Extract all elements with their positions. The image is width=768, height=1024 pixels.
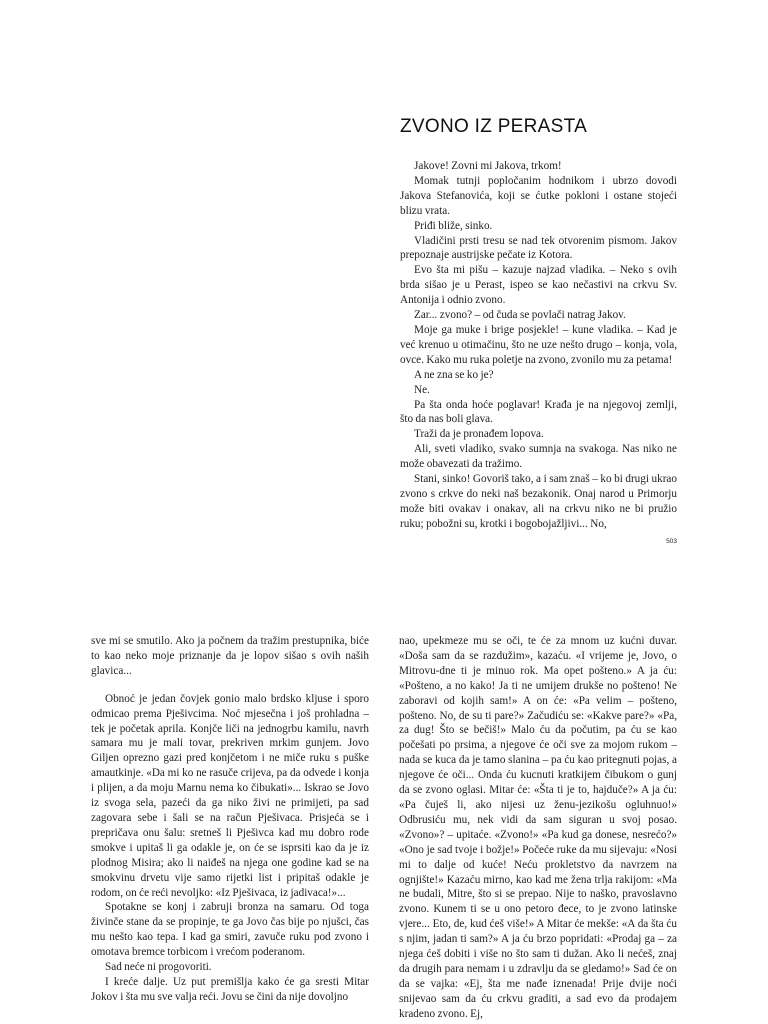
paragraph: Jakove! Zovni mi Jakova, trkom! — [414, 160, 562, 172]
paragraph: Sad neće ni progovoriti. — [105, 961, 212, 974]
right-text-column — [399, 634, 677, 1022]
story-title: ZVONO IZ PERASTA — [400, 116, 588, 137]
page-number: 503 — [666, 538, 677, 545]
paragraph: I kreće dalje. Uz put premišlja kako će ga sresti Mitar Jokov i šta mu sve valja reći. Jovu se čini da nije dovoljno — [91, 975, 369, 1003]
paragraph: Zar... zvono? – od čuda se povlači natrag Jakov. — [414, 309, 626, 322]
paragraph: Ali, sveti vladiko, svako sumnja na svakoga. Nas niko ne može obavezati da tražimo. — [400, 443, 677, 471]
paragraph: nao, upekmeze mu se oči, te će za mnom uz kućni duvar. «Doša sam da se razdužim», kazaću. «I vrijeme je, Jovo, o Mitrovu-dne ti je minuo rok. Ma opet pošteno.» A ja ću: «Pošteno, a no kako! Ja ti ne umijem drukše no pošteno! Ne zaboravi od kojih sam!» A on će: «Pa velim – pošteno, pošteno. No, de su ti pare?» Začudiću se: «Kakve pare?» «Pa, za dug! Što se bečiš!» Malo ću da počutim, pa ću se kao počešati po prsima, a njegove će oči sve za mojom rukom – nada se kuca da je tamo slanina – pa ću kao pritegnuti pojas, a njegove će oči... Onda ću kucnuti kratkijem čibukom o gunj da se zvono oglasi. Mitar će: «Šta ti je to, hajduče?» A ja ću: «Pa čuješ li, ako nijesi uz ženu-jezikošu ogluhnuo!» Odbrusiću mu, nek vidi da sam siguran u svoj posao. «Zvono»? – upitaće. «Zvono!» «Pa kud ga donese, nesrećo?» «Ono je sad tvoje i božje!» Počeće ruke da mu sijevaju: «Nosi mi to dalje od kuće! Neću prokletstvo da navrzem na ognjište!» Kazaću mirno, kao kad me žena trlja rakijom: «Ma ne budali, Mitre, što si se prepao. Nije to naško, pravoslavno zvono. Kunem ti se u ono petoro đece, to je zvono latinske vjere... Eto, de, kud ćeš više!» A Mitar će mekše: «A da šta ću s njim, jadan ti sam?» A ja ću brzo popridati: «Prodaj ga – za njega ćeš dobiti i više no što sam ti dužan. Ako li nećeš, znaj da drugih para nemam i u zdravlju da se gledamo!» Sad će on da se vajka: «Ej, šta me nađe iznenada! Prije dvije noći snijevao sam da ću crkvu graditi, a sad evo da prodajem kradeno zvono. Ej, — [399, 635, 677, 1020]
paragraph: Traži da je pronađem lopova. — [414, 428, 544, 441]
paragraph: A ne zna se ko je? — [414, 368, 494, 381]
paragraph: Ne. — [414, 383, 430, 396]
left-page — [91, 634, 369, 1005]
paragraph: Momak tutnji popločanim hodnikom i ubrzo dovodi Jakova Stefanovića, koji se ćutke pokloni i ostane stojeći blizu vrata. — [400, 174, 677, 217]
paragraph: Spotakne se konj i zabruji bronza na samaru. Od toga živinče stane da se propinje, te ga Jovo čas bije po njušci, čas mu nešto kao tepa. I kad ga smiri, zavuče ruku pod zvono i omotava bremce torbicom i vrećom poderanom. — [91, 901, 369, 959]
right-page — [399, 634, 677, 1022]
paragraph: Moje ga muke i brige posjekle! – kune vladika. – Kad je već krenuo u otimačinu, što ne uze nešto drugo – konja, vola, ovce. Kako mu ruka poletje na zvono, zvonilo mu za petama! — [400, 323, 677, 366]
paragraph: Evo šta mi pišu – kazuje najzad vladika. – Neko s ovih brda sišao je u Perast, ispeo se kao nečastivi na crkvu Sv. Antonija i odnio zvono. — [400, 264, 677, 307]
paragraph: Vladičini prsti tresu se nad tek otvorenim pismom. Jakov prepoznaje austrijske pečate iz Kotora. — [400, 234, 677, 262]
paragraph: sve mi se smutilo. Ako ja počnem da tražim prestupnika, biće to kao neko moje priznanje da je lopov sišao s ovih naših glavica... — [91, 635, 369, 677]
top-text-column — [400, 159, 677, 532]
paragraph: Stani, sinko! Govoriš tako, a i sam znaš – ko bi drugi ukrao zvono s crkve do neki naš bezakonik. Onaj narod u Primorju može biti ovakav i onakav, ali na crkvu niko ne bi pružio ruku; pobožni su, krotki i bogobojažljivi... No, — [400, 473, 677, 530]
paragraph: Priđi bliže, sinko. — [414, 219, 493, 232]
top-page — [400, 116, 677, 545]
paragraph: Pa šta onda hoće poglavar! Krađa je na njegovoj zemlji, što da nas boli glava. — [400, 398, 677, 426]
paragraph: Obnoć je jedan čovjek gonio malo brdsko kljuse i sporo odmicao prema Pješivcima. Noć mjesečna i još prohladna – tek je početak aprila. Konjče liči na jednogrbu kamilu, navrh samara mu je mali tovar, prekriven mrkim gunjem. Jovo Giljen oprezno gazi pred konjčetom i ne miče ruku s puške amautkinje. «Da mi ko ne rasuče crijeva, pa da odvede i konja i plijen, a da moju Marnu nema ko čibukati»... Iskrao se Jovo iz svoga sela, pazeći da ga niko živi ne primijeti, pa sad zagovara sebe i šali se na račun Pješivaca. Prisjeća se i prepričava onu šalu: sretneš li Pješivca kad mu dobro rode smokve i upitaš li ga odakle je, on će se isprsiti kao da je iz plodnog Misira; ako li naiđeš na njega one godine kad se na smokvinu drvetu vije samo rijetki list i pripitaš odakle je rodom, on će reći nevoljko: «Iz Pješivaca, iz jadivaca!»... — [91, 692, 369, 899]
left-text-column — [91, 634, 369, 1005]
